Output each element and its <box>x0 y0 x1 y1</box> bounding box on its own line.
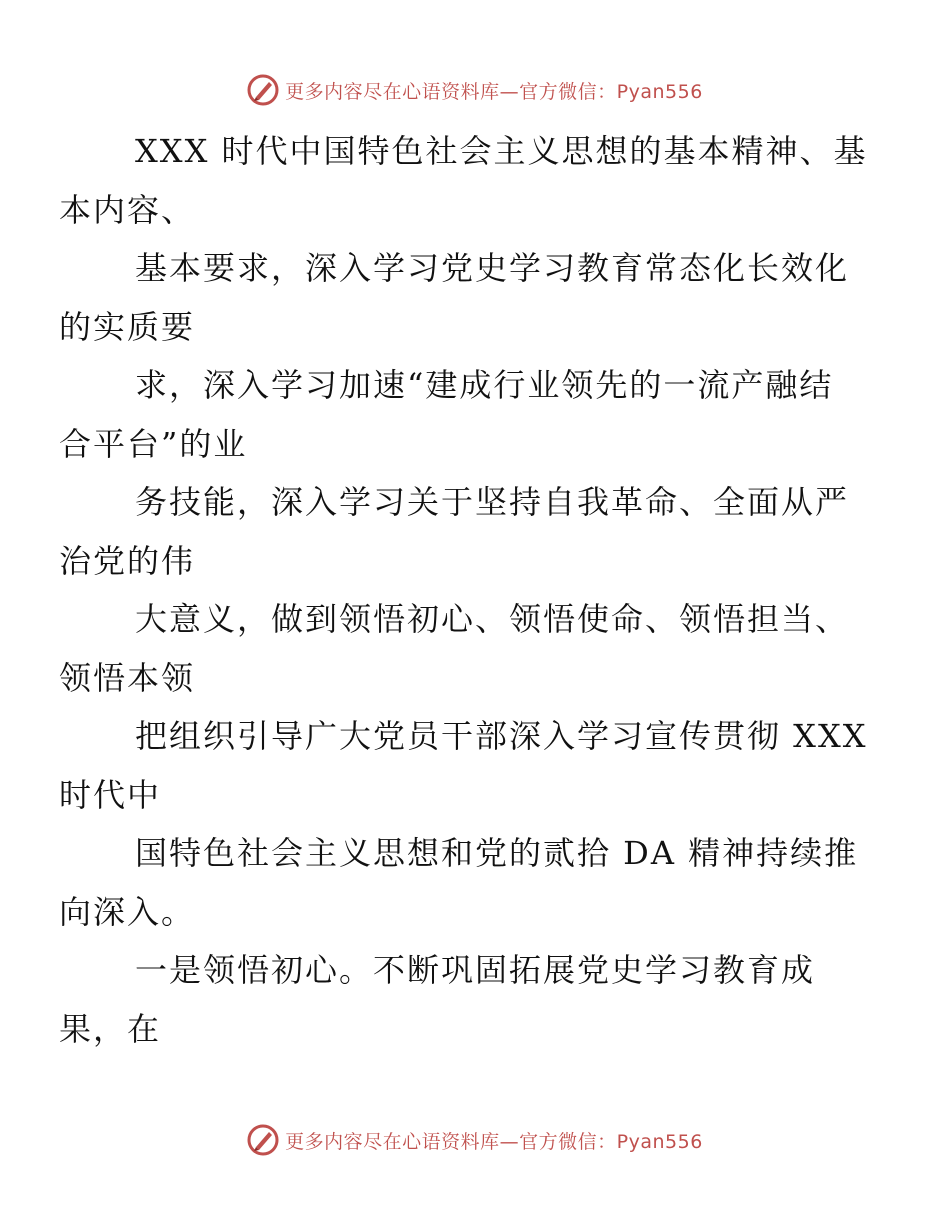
paragraph-line: 基本要求，深入学习党史学习教育常态化长效化 <box>135 249 850 287</box>
paragraph-line: 把组织引导广大党员干部深入学习宣传贯彻 XXX <box>135 717 868 755</box>
paragraph-line: 果，在 <box>59 1009 162 1048</box>
paragraph-line: XXX 时代中国特色社会主义思想的基本精神、基 <box>135 132 868 170</box>
paragraph-4 <box>59 473 857 590</box>
paragraph-line: 本内容、 <box>59 190 196 229</box>
paragraph-1 <box>59 122 868 239</box>
header-watermark <box>0 70 950 110</box>
paragraph-6 <box>59 707 868 824</box>
paragraph-line: 大意义，做到领悟初心、领悟使命、领悟担当、 <box>135 600 850 638</box>
pen-logo-icon <box>247 1124 279 1156</box>
watermark-text: 更多内容尽在心语资料库—官方微信：Pyan556 <box>285 80 703 103</box>
watermark-text: 更多内容尽在心语资料库—官方微信：Pyan556 <box>285 1130 703 1153</box>
pen-logo-icon <box>247 74 279 106</box>
paragraph-line: 领悟本领 <box>59 658 196 697</box>
paragraph-3 <box>59 356 857 473</box>
paragraph-line: 求，深入学习加速“建成行业领先的一流产融结 <box>135 366 834 404</box>
paragraph-line: 一是领悟初心。不断巩固拓展党史学习教育成 <box>135 951 816 989</box>
paragraph-2 <box>59 239 857 356</box>
document-body <box>59 122 868 1058</box>
paragraph-8 <box>59 941 857 1058</box>
paragraph-5 <box>59 590 857 707</box>
paragraph-line: 合平台”的业 <box>59 424 248 463</box>
paragraph-line: 务技能，深入学习关于坚持自我革命、全面从严 <box>135 483 850 521</box>
paragraph-line: 国特色社会主义思想和党的贰拾 DA 精神持续推 <box>135 834 859 872</box>
paragraph-line: 向深入。 <box>59 892 196 931</box>
paragraph-line: 治党的伟 <box>59 541 196 580</box>
footer-watermark <box>0 1120 950 1160</box>
paragraph-line: 时代中 <box>59 775 162 814</box>
paragraph-7 <box>59 824 859 941</box>
paragraph-line: 的实质要 <box>59 307 196 346</box>
